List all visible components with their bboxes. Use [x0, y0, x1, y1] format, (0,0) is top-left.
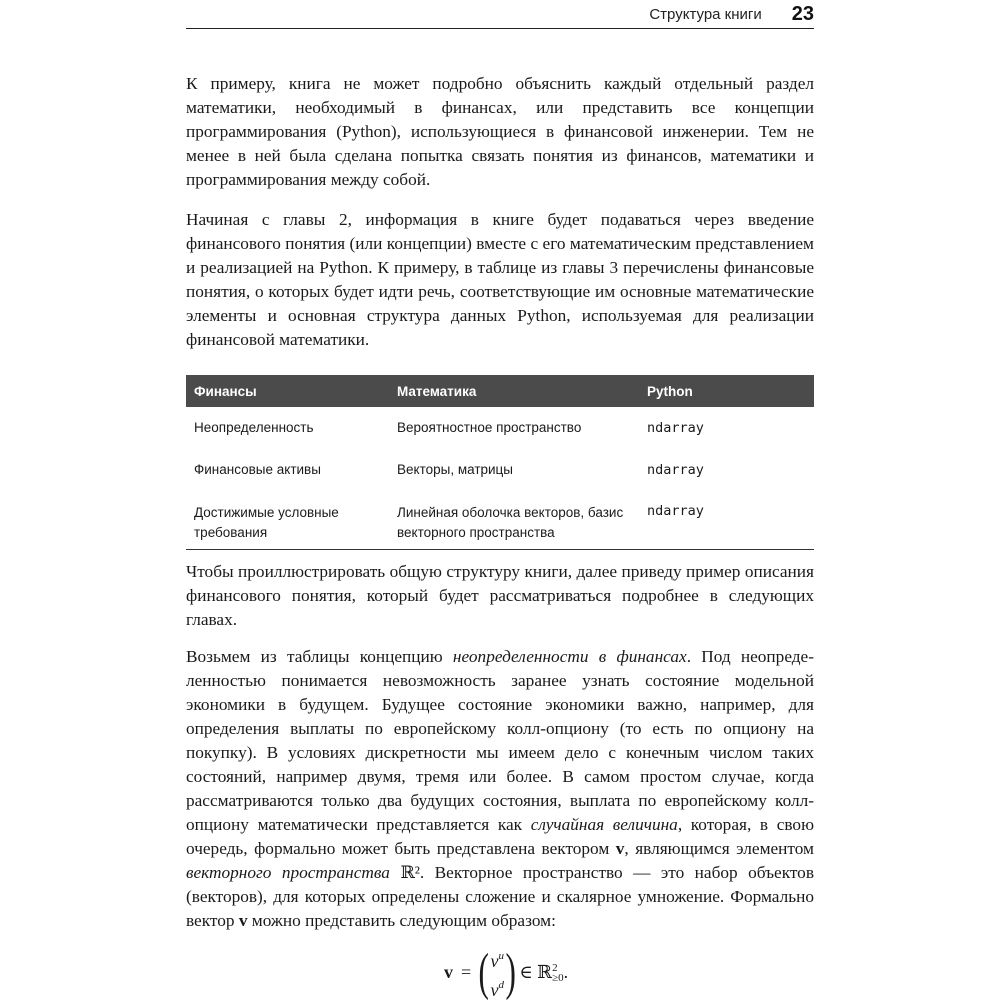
p4-text-6: можно представить следующим образом: — [247, 911, 556, 930]
p4-emphasis-3: векторного пространства — [186, 863, 390, 882]
cell-math-line-1: Линейная оболочка векторов, базис — [397, 505, 624, 520]
p4-bold-2: v — [238, 911, 248, 930]
p4-text-3: , которая, в свою очередь, формально может быть представлена вектором — [186, 815, 814, 858]
formula-sup: 2 — [552, 961, 558, 974]
formula-lower-index: d — [498, 978, 504, 991]
cell-finance-line-1: Достижимые условные — [194, 505, 339, 520]
paragraph-2 — [186, 208, 814, 352]
formula-end: . — [563, 962, 569, 982]
header-finance: Финансы — [194, 383, 257, 399]
formula-vector — [490, 944, 504, 1002]
p4-text-5: ℝ². Векторное пространство — это набор объектов (векторов), для которых определены сложение и скалярное умножение. Формально вектор — [186, 863, 814, 930]
formula-right-paren: ) — [505, 943, 516, 1001]
concepts-table — [186, 375, 814, 550]
cell-finance: Неопределенность — [194, 420, 314, 435]
p4-text-1: Возьмем из таблицы концепцию — [186, 647, 453, 666]
cell-python: ndarray — [647, 420, 704, 436]
vector-formula — [444, 945, 568, 1000]
cell-finance-line-2: требования — [194, 525, 268, 540]
paragraph-3 — [186, 560, 814, 632]
cell-python: ndarray — [647, 503, 704, 519]
p4-bold-1: v — [615, 839, 625, 858]
p4-text-2: . Под неопределенностью понимается невозможность заранее узнать состояние модельной экономики в будущем. Будущее состояние экономики важно, например, для определения выплаты по европейскому колл-опциону (то есть по опциону на покупку). В условиях дискретности мы имеем дело с конечным числом таких состояний, например двумя, тремя или более. В самом простом случае, когда рассматриваются только два будущих состояния, выплата по европейскому колл-опциону математически представляется как — [186, 647, 814, 834]
formula-lower: $v^d$ — [490, 978, 504, 1000]
cell-math — [388, 503, 638, 549]
paragraph-1 — [186, 72, 814, 192]
cell-finance: Финансовые активы — [194, 462, 321, 477]
table-header-row — [186, 375, 814, 407]
paragraph-4 — [186, 645, 814, 933]
paragraph-2-text: Начиная с главы 2, информация в книге будет подаваться через введение финансового понятия (или концепции) вместе с его математическим представлением и реализацией на Python. К примеру, в таблице из главы 3 перечислены финансовые понятия, о которых будет идти речь, соответствующие им основные математические элементы и основная структура данных Python, используемая для реализации финансовой математики. — [186, 210, 814, 349]
table-row — [186, 454, 814, 495]
header-python: Python — [647, 383, 693, 399]
formula-vector-name: v — [444, 962, 453, 982]
formula-scripts — [552, 963, 564, 983]
running-title: Структура книги — [649, 5, 762, 23]
p4-emphasis-1: неопределенности в финансах — [452, 647, 687, 666]
table-row — [186, 407, 814, 454]
cell-math: Вероятностное пространство — [397, 420, 582, 435]
paragraph-1-text: К примеру, книга не может подробно объяснить каждый отдельный раздел математики, необходимый в финансах, или представить все концепции программирования (Python), использующиеся в финансовой инженерии. Тем не менее в ней была сделана попытка связать понятия из финансов, математики и программирования между собой. — [186, 74, 814, 189]
formula-sub: ≥0 — [552, 971, 564, 984]
paragraph-3-text: Чтобы проиллюстрировать общую структуру книги, далее приведу пример описания финансового понятия, который будет рассматриваться подробнее в следующих главах. — [186, 562, 814, 629]
header-math: Математика — [397, 383, 477, 399]
formula-upper-index: u — [498, 949, 504, 962]
formula-left-paren: ( — [478, 943, 490, 1001]
cell-math-line-2: векторного пространства — [397, 525, 555, 540]
formula-upper: $v^u$ — [490, 949, 504, 971]
formula-member: ∈ ℝ — [519, 962, 553, 982]
p4-text-4: , являющимся элементом — [624, 839, 814, 858]
page-header — [186, 0, 814, 29]
page-number: 23 — [791, 2, 814, 25]
table-row — [186, 495, 814, 549]
cell-python: ndarray — [647, 462, 704, 478]
cell-math: Векторы, матрицы — [397, 462, 513, 477]
paragraph-4-text — [186, 645, 814, 933]
formula-equals: = — [461, 962, 472, 982]
p4-emphasis-2: случайная величина — [530, 815, 678, 834]
cell-finance — [186, 503, 388, 549]
